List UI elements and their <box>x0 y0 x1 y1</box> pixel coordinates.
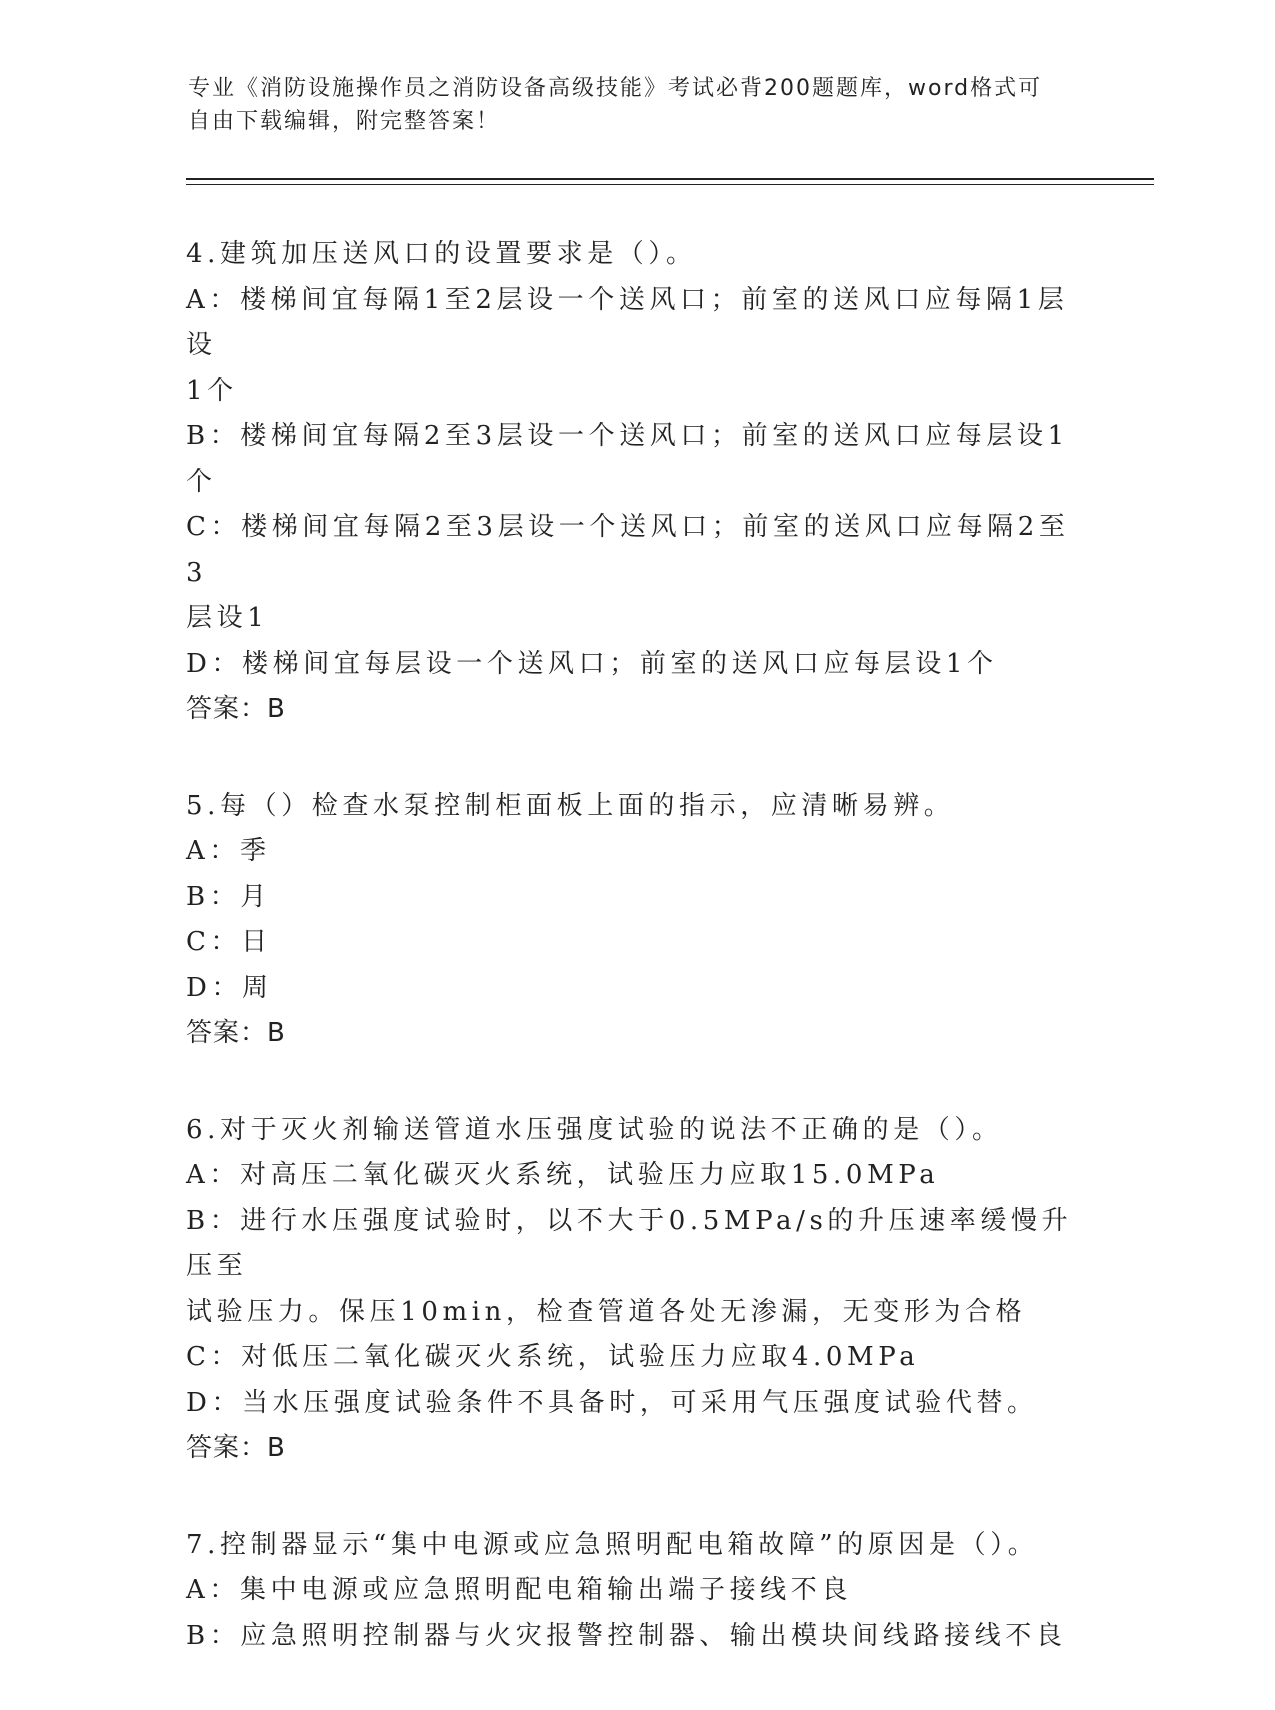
header-line-2: 自由下载编辑，附完整答案！ <box>188 109 501 134</box>
option-d: D：当水压强度试验条件不具备时，可采用气压强度试验代替。 <box>186 1387 1038 1418</box>
option-d: D：楼梯间宜每层设一个送风口；前室的送风口应每层设1个 <box>186 648 998 679</box>
header-divider-thin <box>186 184 1154 185</box>
answer: 答案：B <box>186 694 286 724</box>
option-c: C：日 <box>186 927 272 957</box>
option-c: C：楼梯间宜每隔2至3层设一个送风口；前室的送风口应每隔2至3 <box>186 512 1070 588</box>
question-list <box>186 232 1086 1710</box>
option-a: A：集中电源或应急照明配电箱输出端子接线不良 <box>186 1575 852 1605</box>
option-a-continued: 1个 <box>186 375 238 406</box>
option-b: B：楼梯间宜每隔2至3层设一个送风口；前室的送风口应每层设1个 <box>186 421 1069 497</box>
option-a: A：对高压二氧化碳灭火系统，试验压力应取15.0MPa <box>186 1160 940 1190</box>
question-6 <box>186 1108 1086 1472</box>
option-a: A：楼梯间宜每隔1至2层设一个送风口；前室的送风口应每隔1层设 <box>186 284 1069 360</box>
option-a: A：季 <box>186 836 271 866</box>
header-line-1: 专业《消防设施操作员之消防设备高级技能》考试必背200题题库，word格式可 <box>188 76 1043 101</box>
document-header <box>188 72 1088 138</box>
header-divider <box>186 178 1154 180</box>
answer: 答案：B <box>186 1433 286 1463</box>
answer: 答案：B <box>186 1018 286 1048</box>
option-d: D：周 <box>186 972 273 1003</box>
question-stem: 6.对于灭火剂输送管道水压强度试验的说法不正确的是（）。 <box>186 1114 1003 1145</box>
question-4 <box>186 232 1086 733</box>
option-b-continued: 试验压力。保压10min，检查管道各处无渗漏，无变形为合格 <box>186 1296 1027 1327</box>
option-b: B：月 <box>186 881 271 912</box>
question-stem: 5.每（）检查水泵控制柜面板上面的指示，应清晰易辨。 <box>186 790 955 821</box>
question-stem: 7.控制器显示“集中电源或应急照明配电箱故障”的原因是（）。 <box>186 1529 1039 1560</box>
option-b: B：进行水压强度试验时，以不大于0.5MPa/s的升压速率缓慢升压至 <box>186 1205 1073 1281</box>
question-7 <box>186 1523 1086 1660</box>
option-c-continued: 层设1 <box>186 603 269 633</box>
question-stem: 4.建筑加压送风口的设置要求是（）。 <box>186 239 697 269</box>
option-c: C：对低压二氧化碳灭火系统，试验压力应取4.0MPa <box>186 1342 920 1372</box>
option-b: B：应急照明控制器与火灾报警控制器、输出模块间线路接线不良 <box>186 1620 1067 1651</box>
question-5 <box>186 784 1086 1057</box>
